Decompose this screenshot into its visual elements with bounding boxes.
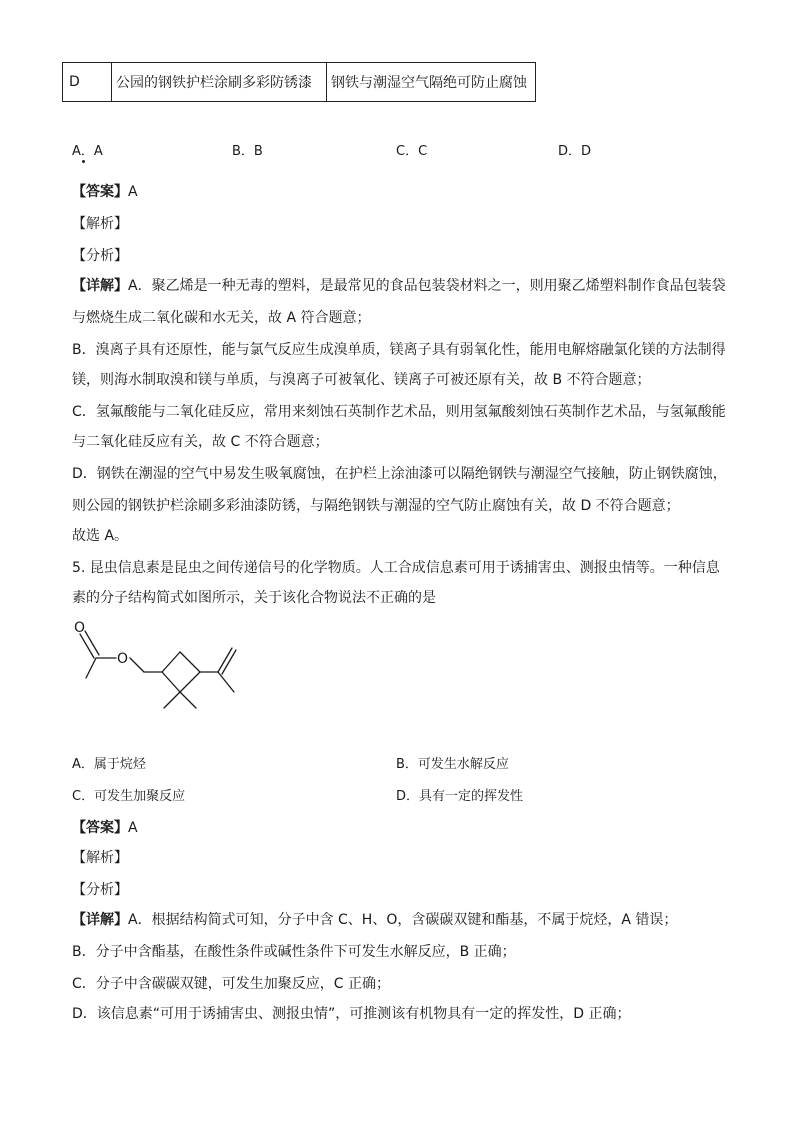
q5-detail-line: 【详解】A．根据结构简式可知，分子中含 C、H、O，含碳碳双键和酯基，不属于烷烃，A 错误； — [72, 912, 678, 928]
q4-detail-line: 镁，则海水制取溴和镁与单质，与溴离子可被氧化、镁离子可被还原有关，故 B 不符合题意； — [72, 372, 651, 388]
row-label: D — [63, 63, 112, 102]
q4-option-b: B．B — [232, 144, 263, 159]
q5-answer: 【答案】A — [72, 820, 138, 836]
carbonyl-oxygen-label: O — [74, 620, 86, 636]
q5-detail-line: D．该信息素“可用于诱捕害虫、测报虫情”，可推测该有机物具有一定的挥发性，D 正确； — [72, 1006, 631, 1022]
q4-detail-line: 则公园的钢铁护栏涂刷多彩油漆防锈，与隔绝钢铁与潮湿的空气防止腐蚀有关，故 D 不符合题意； — [72, 498, 680, 514]
q5-stem-line: 5. 昆虫信息素是昆虫之间传递信号的化学物质。人工合成信息素可用于诱捕害虫、测报虫情等。一种信息 — [72, 560, 720, 576]
q5-option-a: A．属于烷烃 — [72, 757, 146, 772]
molecular-structure-diagram — [66, 612, 256, 722]
q4-fenxi-tag: 【分析】 — [72, 248, 128, 264]
q4-option-c: C．C — [396, 144, 428, 159]
q5-fenxi-tag: 【分析】 — [72, 882, 128, 898]
q4-detail-line: D．钢铁在潮湿的空气中易发生吸氧腐蚀，在护栏上涂油漆可以隔绝钢铁与潮湿空气接触，防止钢铁腐蚀， — [72, 466, 727, 482]
row-item: 公园的钢铁护栏涂刷多彩防锈漆 — [112, 63, 327, 102]
q4-analysis-tag: 【解析】 — [72, 216, 128, 232]
q4-answer: 【答案】A — [72, 184, 138, 200]
ester-oxygen-label: O — [117, 651, 129, 667]
bullet-dot — [82, 160, 85, 163]
q5-analysis-tag: 【解析】 — [72, 850, 128, 866]
q4-conclusion: 故选 A。 — [72, 528, 129, 544]
q4-detail-line: 与二氧化硅反应有关，故 C 不符合题意； — [72, 434, 329, 450]
q5-option-c: C．可发生加聚反应 — [72, 789, 186, 804]
table-row — [63, 63, 536, 102]
row-reason: 钢铁与潮湿空气隔绝可防止腐蚀 — [327, 63, 536, 102]
q4-detail-line: C．氢氟酸能与二氧化硅反应，常用来刻蚀石英制作艺术品，则用氢氟酸刻蚀石英制作艺术品，与氢氟酸能 — [72, 404, 726, 420]
q5-option-b: B．可发生水解反应 — [396, 757, 509, 772]
q4-detail-line: 与燃烧生成二氧化碳和水无关，故 A 符合题意； — [72, 310, 371, 326]
q5-detail-line: C．分子中含碳碳双键，可发生加聚反应，C 正确； — [72, 976, 390, 992]
q5-stem-line: 素的分子结构简式如图所示，关于该化合物说法不正确的是 — [72, 590, 436, 606]
q5-detail-line: B．分子中含酯基，在酸性条件或碱性条件下可发生水解反应，B 正确； — [72, 944, 516, 960]
q4-option-d: D．D — [558, 144, 592, 159]
q4-option-a: A．A — [72, 144, 103, 159]
q4-detail-line: B．溴离子具有还原性，能与氯气反应生成溴单质，镁离子具有弱氧化性，能用电解熔融氯化镁的方法制得 — [72, 342, 726, 358]
q5-option-d: D．具有一定的挥发性 — [396, 789, 524, 804]
comparison-table — [62, 62, 536, 102]
q4-detail-line: 【详解】A．聚乙烯是一种无毒的塑料，是最常见的食品包装袋材料之一，则用聚乙烯塑料制作食品包装袋 — [72, 278, 726, 294]
